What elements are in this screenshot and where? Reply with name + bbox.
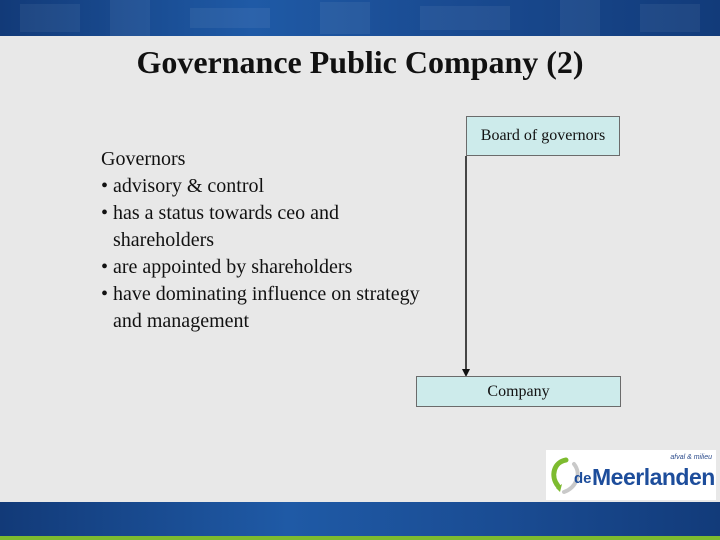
bullet-marker: • [101,256,109,278]
top-banner [0,0,720,36]
bullet-text: are appointed by shareholders [113,256,353,278]
slide-title: Governance Public Company (2) [136,44,584,80]
bullet-marker: • [101,283,109,305]
bullet-text: have dominating influence on strategy and management [113,283,420,332]
banner-pattern [0,0,720,36]
company-logo [546,450,716,500]
bullet-marker: • [101,202,109,224]
logo-tagline: afval & milieu [670,454,712,461]
company-box: Company [416,376,621,407]
bottom-banner [0,502,720,536]
governors-heading: Governors [101,148,186,170]
board-of-governors-box: Board of governors [466,116,620,156]
logo-name: Meerlanden [592,464,715,490]
bullet-item [101,254,431,281]
bullet-text: has a status towards ceo and shareholders [113,202,340,251]
governors-text [101,146,431,335]
logo-prefix: de [574,470,592,487]
bullet-item [101,281,431,335]
bullet-marker: • [101,175,109,197]
bullet-item [101,173,431,200]
bottom-accent-line [0,536,720,540]
bullet-item [101,200,431,254]
bullet-text: advisory & control [113,175,265,197]
